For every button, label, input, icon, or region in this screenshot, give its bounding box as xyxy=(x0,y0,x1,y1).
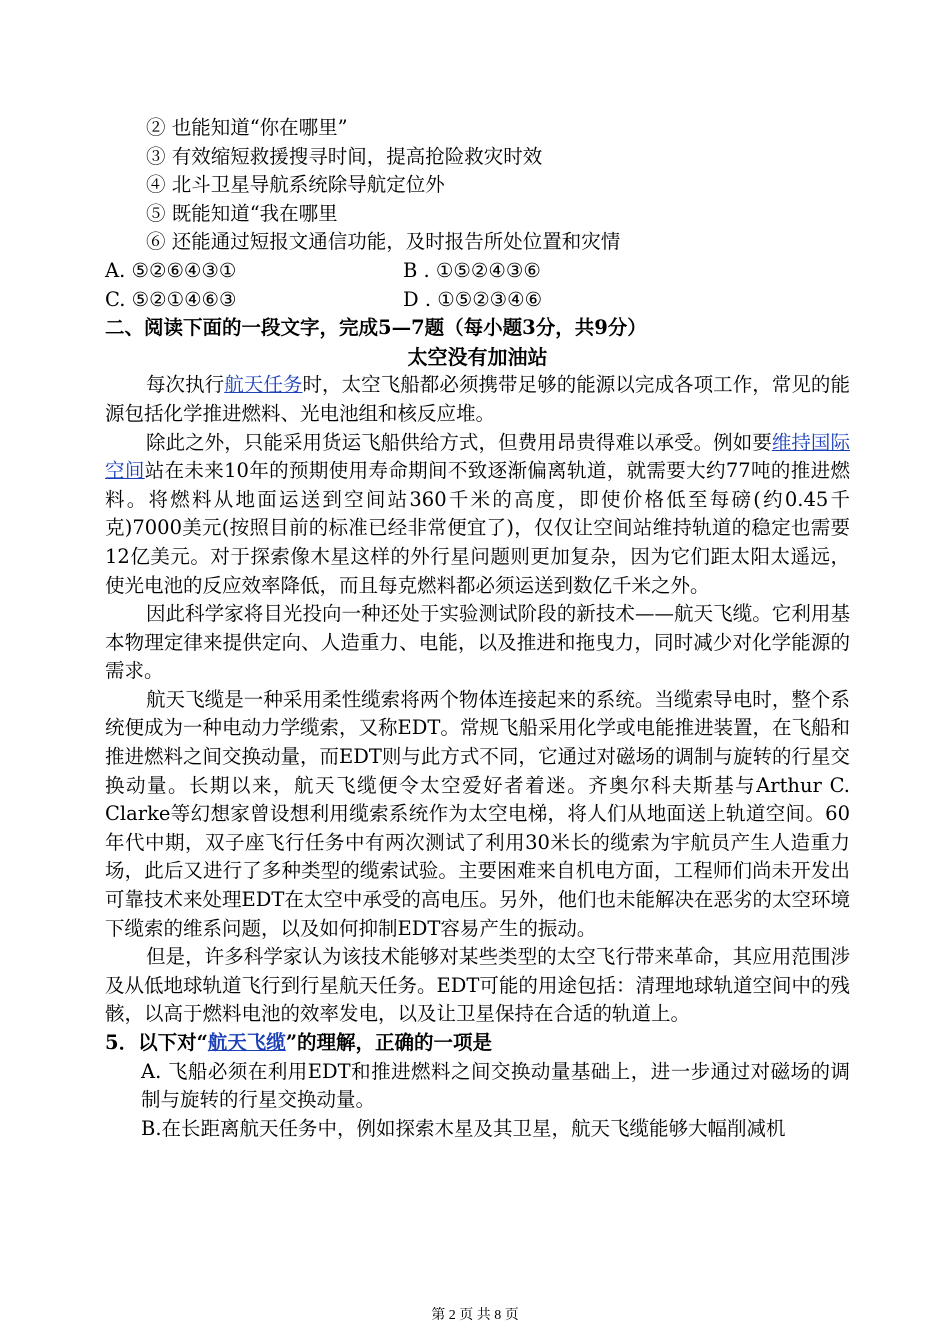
article-paragraph-5: 但是，许多科学家认为该技术能够对某些类型的太空飞行带来革命，其应用范围涉及从低地球轨道飞行到行星航天任务。EDT可能的用途包括：清理地球轨道空间中的残骸，以高于燃料电池的效率发电，以及让卫星保持在合适的轨道上。 xyxy=(105,945,850,1026)
choice-b: B . ①⑤②④③⑥ xyxy=(403,258,541,282)
article-paragraph-4: 航天飞缆是一种采用柔性缆索将两个物体连接起来的系统。当缆索导电时，整个系统便成为一种电动力学缆索，又称EDT。常规飞船采用化学或电能推进装置，在飞船和推进燃料之间交换动量，而EDT则与此方式不同，它通过对磁场的调制与旋转的行星交换动量。长期以来，航天飞缆便令太空爱好者着迷。齐奥尔科夫斯基与Arthur C. Clarke等幻想家曾设想利用缆索系统作为太空电梯，将人们从地面送上轨道空间。60年代中期，双子座飞行任务中有两次测试了利用30米长的缆索为宇航员产生人造重力场，此后又进行了多种类型的缆索试验。主要困难来自机电方面，工程师们尚未开发出可靠技术来处理EDT在太空中承受的高电压。另外，他们也未能解决在恶劣的太空环境下缆索的维系问题，以及如何抑制EDT容易产生的振动。 xyxy=(105,687,850,940)
page-number-footer: 第 2 页 共 8 页 xyxy=(431,1308,519,1323)
choice-c: C. ⑤②①④⑥③ xyxy=(105,287,237,311)
paragraph-1-text-start: 每次执行 xyxy=(146,373,225,397)
page-content xyxy=(105,114,850,1143)
question-5-stem xyxy=(105,1029,850,1058)
option-line-6: ⑥ 还能通过短报文通信功能，及时报告所处位置和灾情 xyxy=(146,230,621,254)
link-maintain-iss[interactable]: 维持国际空间 xyxy=(105,430,850,483)
article-paragraph-2 xyxy=(105,429,850,601)
paragraph-2-text-end: 站在未来10年的预期使用寿命期间不致逐渐偏离轨道，就需要大约77吨的推进燃料。将燃料从地面运送到空间站360千米的高度，即使价格低至每磅(约0.45千克)7000美元(按照目前的标准已经非常便宜了)，仅仅让空间站维持轨道的稳定也需要12亿美元。对于探索像木星这样的外行星问题则更加复杂，因为它们距太阳太遥远，使光电池的反应效率降低，而且每克燃料都必须运送到数亿千米之外。 xyxy=(105,459,850,597)
link-space-tether[interactable]: 航天飞缆 xyxy=(207,1031,286,1054)
question-5-option-b: B.在长距离航天任务中，例如探索木星及其卫星，航天飞缆能够大幅削减机 xyxy=(141,1116,786,1140)
question-5-option-a: A. 飞船必须在利用EDT和推进燃料之间交换动量基础上，进一步通过对磁场的调制与旋转的行星交换动量。 xyxy=(141,1059,850,1112)
article-title: 太空没有加油站 xyxy=(407,344,548,369)
article-paragraph-3: 因此科学家将目光投向一种还处于实验测试阶段的新技术——航天飞缆。它利用基本物理定律来提供定向、人造重力、电能，以及推进和拖曳力，同时减少对化学能源的需求。 xyxy=(105,602,850,683)
option-line-5: ⑤ 既能知道“我在哪里 xyxy=(146,201,338,225)
paragraph-2-text-start: 除此之外，只能采用货运飞船供给方式，但费用昂贵得难以承受。例如要 xyxy=(146,430,772,454)
paragraph-1-text-end: 时，太空飞船都必须携带足够的能源以完成各项工作，常见的能源包括化学推进燃料、光电池组和核反应堆。 xyxy=(105,373,850,425)
choice-d: D . ①⑤②③④⑥ xyxy=(403,287,543,311)
option-line-4: ④ 北斗卫星导航系统除导航定位外 xyxy=(146,173,445,197)
question-5-text-end: ”的理解，正确的一项是 xyxy=(285,1031,493,1054)
choices-row-2 xyxy=(105,286,850,315)
choices-row-1 xyxy=(105,257,850,286)
question-5-text-start: 5．以下对“ xyxy=(105,1031,208,1054)
article-paragraph-1 xyxy=(105,371,850,428)
choice-a: A. ⑤②⑥④③① xyxy=(105,258,237,282)
option-line-3: ③ 有效缩短救援搜寻时间，提高抢险救灾时效 xyxy=(146,144,543,168)
link-aerospace-mission[interactable]: 航天任务 xyxy=(224,373,303,397)
option-line-2: ② 也能知道“你在哪里” xyxy=(146,116,348,139)
section-title: 二、阅读下面的一段文字，完成5—7题（每小题3分，共9分） xyxy=(105,316,647,340)
